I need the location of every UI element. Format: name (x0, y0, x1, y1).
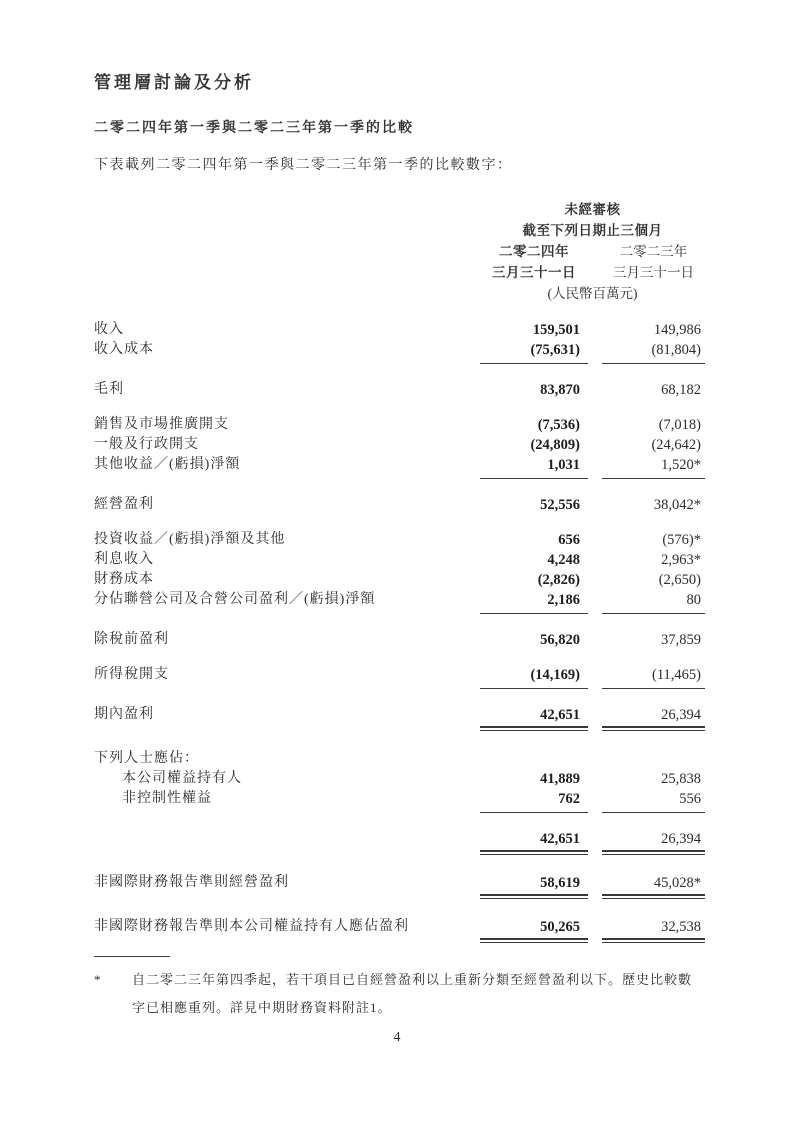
single-rule (480, 360, 588, 364)
column-spacer (584, 789, 598, 809)
table-section (94, 917, 705, 946)
table-row (94, 340, 705, 360)
column-spacer (584, 550, 598, 570)
value-2024: 4,248 (547, 552, 580, 568)
table-section (94, 380, 705, 400)
value-2023: 556 (679, 791, 701, 807)
value-2023: 68,182 (661, 382, 701, 398)
row-label: 除稅前盈利 (94, 632, 169, 647)
value-2024 (472, 749, 584, 769)
footnote-body (94, 966, 705, 1022)
value-2024: (2,826) (537, 572, 580, 588)
value-2023: 26,394 (661, 707, 701, 723)
value-2024: 42,651 (540, 707, 580, 723)
value-2023: 32,538 (661, 919, 701, 935)
value-2024: 42,651 (540, 831, 580, 847)
page-content (94, 73, 705, 946)
column-spacer (588, 893, 602, 902)
double-rule (602, 938, 705, 943)
value-2023: 26,394 (661, 831, 701, 847)
table-header (480, 199, 705, 304)
value-2024: (14,169) (530, 667, 580, 683)
column-spacer (94, 809, 480, 814)
table-row (94, 873, 705, 893)
table-row (94, 435, 705, 455)
row-label: 本公司權益持有人 (122, 771, 242, 786)
column-spacer (94, 475, 480, 480)
column-spacer (588, 937, 602, 946)
table-row (94, 415, 705, 435)
row-label: 毛利 (94, 382, 124, 397)
value-2024: 2,186 (547, 592, 580, 608)
value-2024: 56,820 (540, 632, 580, 648)
header-unaudited: 未經審核 (564, 202, 621, 217)
table-row (94, 570, 705, 590)
row-label: 利息收入 (94, 552, 154, 567)
value-2024: 762 (558, 791, 580, 807)
column-spacer (584, 570, 598, 590)
table-row (94, 455, 705, 475)
column-spacer (584, 665, 598, 685)
header-year-2023: 二零二三年 (619, 244, 688, 259)
rule-row (94, 937, 705, 946)
footnote-marker: * (94, 972, 102, 987)
value-2023: 149,986 (653, 322, 701, 338)
rule-row (94, 809, 705, 814)
table-row (94, 749, 705, 769)
table-section (94, 749, 705, 814)
value-2024: 58,619 (540, 875, 580, 891)
single-rule (480, 685, 588, 689)
value-2023: (11,465) (652, 667, 701, 683)
row-label: 期內盈利 (94, 707, 154, 722)
table-row (94, 530, 705, 550)
value-2023: 38,042* (653, 497, 701, 513)
page-number: 4 (393, 1030, 401, 1045)
table-row (94, 769, 705, 789)
table-row (94, 829, 705, 849)
rule-row (94, 893, 705, 902)
column-spacer (588, 809, 602, 814)
row-label: 銷售及市場推廣開支 (94, 417, 229, 432)
column-spacer (94, 360, 480, 365)
row-label: 一般及行政開支 (94, 437, 199, 452)
row-label: 收入成本 (94, 342, 154, 357)
column-spacer (584, 873, 598, 893)
rule-row (94, 725, 705, 734)
table-row (94, 665, 705, 685)
table-section (94, 665, 705, 690)
row-label: 非國際財務報告準則經營盈利 (94, 875, 289, 890)
row-label: 非國際財務報告準則本公司權益持有人應佔盈利 (94, 919, 409, 934)
table-row (94, 320, 705, 340)
footnote (94, 956, 705, 1022)
column-spacer (584, 829, 598, 849)
column-spacer (584, 705, 598, 725)
section-heading: 二零二四年第一季與二零二三年第一季的比較 (94, 119, 414, 135)
row-label (94, 829, 472, 849)
table-row (94, 789, 705, 809)
table-section (94, 829, 705, 858)
row-label: 收入 (94, 322, 124, 337)
column-spacer (584, 749, 598, 769)
double-rule (480, 726, 588, 731)
comparison-table (94, 320, 705, 946)
value-2024: (7,536) (537, 417, 580, 433)
table-section (94, 530, 705, 615)
column-spacer (94, 610, 480, 615)
value-2024: 1,031 (547, 457, 580, 473)
value-2023: 80 (686, 592, 701, 608)
double-rule (480, 850, 588, 855)
table-section (94, 320, 705, 365)
single-rule (480, 610, 588, 614)
value-2023: (2,650) (658, 572, 701, 588)
header-currency-note: (人民幣百萬元) (547, 286, 638, 301)
rule-row (94, 360, 705, 365)
single-rule (602, 685, 705, 689)
column-spacer (584, 415, 598, 435)
intro-text: 下表載列二零二四年第一季與二零二三年第一季的比較數字： (94, 158, 513, 173)
row-label: 非控制性權益 (122, 791, 212, 806)
column-spacer (588, 725, 602, 734)
header-date-2023: 三月三十一日 (613, 265, 694, 280)
column-spacer (588, 262, 602, 283)
column-spacer (584, 435, 598, 455)
table-section (94, 873, 705, 902)
table-row (94, 495, 705, 515)
single-rule (602, 475, 705, 479)
value-2023: (7,018) (658, 417, 701, 433)
column-spacer (588, 685, 602, 690)
row-label: 下列人士應佔： (94, 751, 199, 766)
header-year-2024: 二零二四年 (499, 244, 569, 259)
row-label: 財務成本 (94, 572, 154, 587)
value-2024: 656 (558, 532, 580, 548)
value-2024: 41,889 (540, 771, 580, 787)
value-2023: (576)* (662, 532, 701, 548)
column-spacer (94, 937, 480, 946)
column-spacer (94, 725, 480, 734)
table-section (94, 495, 705, 515)
row-label: 其他收益／(虧損)淨額 (94, 457, 241, 472)
header-date-2024: 三月三十一日 (492, 265, 576, 280)
table-row (94, 705, 705, 725)
table-section (94, 630, 705, 650)
column-spacer (584, 495, 598, 515)
value-2024: (24,809) (530, 437, 580, 453)
page-title: 管理層討論及分析 (94, 73, 254, 92)
column-spacer (584, 769, 598, 789)
column-spacer (584, 917, 598, 937)
column-spacer (584, 340, 598, 360)
value-2024: (75,631) (530, 342, 580, 358)
column-spacer (94, 849, 480, 858)
value-2023 (598, 749, 705, 769)
value-2023: 1,520* (661, 457, 701, 473)
column-spacer (94, 893, 480, 902)
row-label: 所得稅開支 (94, 667, 169, 682)
value-2024: 83,870 (540, 382, 580, 398)
rule-row (94, 849, 705, 858)
footnote-text: 自二零二三年第四季起，若干項目已自經營盈利以上重新分類至經營盈利以下。歷史比較數字已相應重列。詳見中期財務資料附註1。 (132, 972, 693, 1015)
single-rule (602, 809, 705, 813)
column-spacer (584, 455, 598, 475)
rule-row (94, 475, 705, 480)
row-label: 分佔聯營公司及合營公司盈利／(虧損)淨額 (94, 592, 376, 607)
column-spacer (584, 630, 598, 650)
footnote-divider (94, 956, 170, 957)
table-row (94, 917, 705, 937)
table-section (94, 415, 705, 480)
double-rule (480, 894, 588, 899)
row-label: 投資收益／(虧損)淨額及其他 (94, 532, 286, 547)
column-spacer (584, 320, 598, 340)
column-spacer (94, 685, 480, 690)
double-rule (602, 850, 705, 855)
header-years (480, 241, 705, 262)
double-rule (602, 726, 705, 731)
value-2023: 37,859 (661, 632, 701, 648)
value-2023: 2,963* (661, 552, 701, 568)
single-rule (480, 475, 588, 479)
single-rule (480, 809, 588, 813)
column-spacer (584, 380, 598, 400)
column-spacer (584, 590, 598, 610)
value-2023: 25,838 (661, 771, 701, 787)
value-2023: (81,804) (651, 342, 701, 358)
rule-row (94, 610, 705, 615)
column-spacer (588, 610, 602, 615)
value-2024: 50,265 (540, 919, 580, 935)
table-row (94, 630, 705, 650)
column-spacer (588, 849, 602, 858)
column-spacer (588, 360, 602, 365)
column-spacer (588, 475, 602, 480)
value-2023: (24,642) (651, 437, 701, 453)
table-row (94, 550, 705, 570)
column-spacer (584, 530, 598, 550)
header-period: 截至下列日期止三個月 (522, 223, 663, 238)
header-dates (480, 262, 705, 283)
single-rule (602, 610, 705, 614)
row-label: 經營盈利 (94, 497, 154, 512)
double-rule (480, 938, 588, 943)
value-2024: 159,501 (532, 322, 580, 338)
table-row (94, 380, 705, 400)
column-spacer (588, 241, 602, 262)
table-section (94, 705, 705, 734)
value-2024: 52,556 (540, 497, 580, 513)
rule-row (94, 685, 705, 690)
double-rule (602, 894, 705, 899)
value-2023: 45,028* (653, 875, 701, 891)
single-rule (602, 360, 705, 364)
table-row (94, 590, 705, 610)
